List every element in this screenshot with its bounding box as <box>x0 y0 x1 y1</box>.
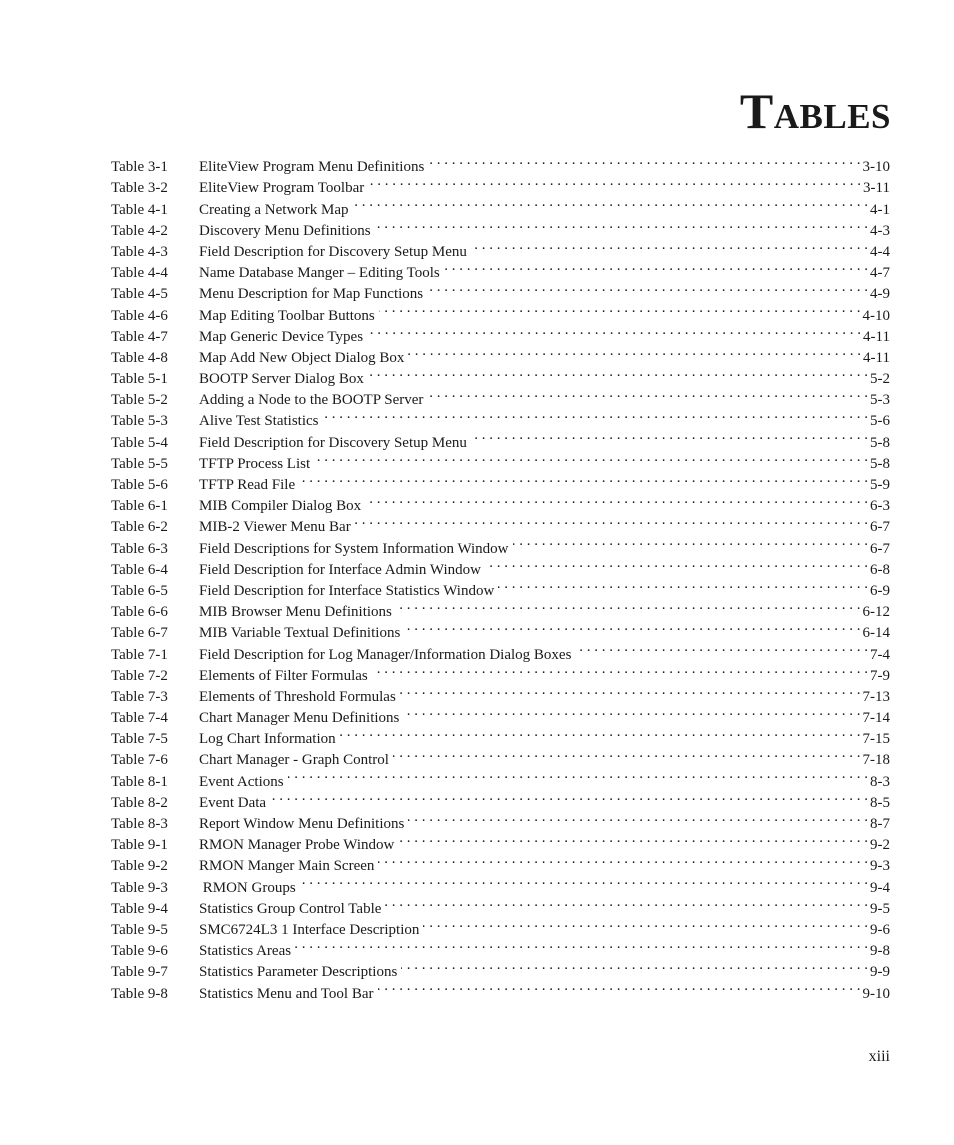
table-entry-page: 9-5 <box>870 900 890 917</box>
table-entry-title: Field Description for Log Manager/Information Dialog Boxes <box>199 646 572 663</box>
table-entry-page: 7-4 <box>870 646 890 663</box>
table-entry-page: 8-3 <box>870 773 890 790</box>
table-entry-number: Table 3-2 <box>111 180 168 197</box>
dot-leader <box>365 489 868 510</box>
table-entry-title: Map Editing Toolbar Buttons <box>199 307 375 324</box>
table-entry-number: Table 4-1 <box>111 201 168 218</box>
table-entry-page: 5-9 <box>870 477 890 493</box>
dot-leader <box>314 447 868 468</box>
table-entry-page: 3-11 <box>863 180 890 197</box>
table-entry-title: Elements of Threshold Formulas <box>199 688 396 705</box>
dot-leader <box>368 171 861 192</box>
table-entry-title: Adding a Node to the BOOTP Server <box>199 392 424 409</box>
dot-leader <box>323 404 868 425</box>
dot-leader <box>353 192 868 213</box>
table-list <box>111 150 890 1002</box>
table-entry-number: Table 6-4 <box>111 561 168 578</box>
table-entry-title: RMON Manager Probe Window <box>199 837 395 854</box>
table-entry-number: Table 4-6 <box>111 307 168 324</box>
table-entry-title: Elements of Filter Formulas <box>199 667 368 684</box>
dot-leader <box>401 955 868 976</box>
table-entry-number: Table 9-5 <box>111 921 168 938</box>
table-entry-page: 9-9 <box>870 964 890 981</box>
table-entry-number: Table 6-2 <box>111 519 168 536</box>
table-entry-number: Table 8-1 <box>111 773 168 790</box>
table-entry-page: 7-18 <box>862 752 890 769</box>
dot-leader <box>379 298 861 319</box>
table-entry-number: Table 5-1 <box>111 371 168 388</box>
table-entry-page: 7-15 <box>862 731 890 748</box>
dot-leader <box>423 913 868 934</box>
dot-leader <box>485 553 868 574</box>
table-entry-title: TFTP Process List <box>199 455 311 472</box>
table-entry-title: Map Generic Device Types <box>199 328 364 345</box>
table-entry-number: Table 4-7 <box>111 328 168 345</box>
dot-leader <box>393 743 861 764</box>
table-entry-number: Table 7-5 <box>111 731 168 748</box>
dot-leader <box>408 807 868 828</box>
table-entry-page: 9-10 <box>862 985 890 1002</box>
table-entry-page: 6-9 <box>870 582 890 599</box>
dot-leader <box>471 235 868 256</box>
table-entry-title: RMON Manger Main Screen <box>199 858 375 875</box>
dot-leader <box>340 722 861 743</box>
dot-leader <box>427 277 868 298</box>
table-entry-title: Statistics Areas <box>199 943 292 960</box>
table-entry-page: 6-8 <box>870 561 890 578</box>
table-entry-page: 9-2 <box>870 837 890 854</box>
table-entry-title: SMC6724L3 1 Interface Description <box>199 921 420 938</box>
table-entry-title: RMON Groups <box>199 879 296 896</box>
table-entry-title: Creating a Network Map <box>199 201 349 218</box>
dot-leader <box>498 574 868 595</box>
table-entry-title: Chart Manager - Graph Control <box>199 752 389 769</box>
table-entry-number: Table 8-2 <box>111 794 168 811</box>
table-entry-title: MIB Browser Menu Definitions <box>199 604 392 621</box>
table-entry-title: Field Description for Interface Statistics Window <box>199 582 495 599</box>
table-entry-number: Table 7-6 <box>111 752 168 769</box>
table-entry-page: 4-9 <box>870 286 890 303</box>
table-entry-title: Statistics Menu and Tool Bar <box>199 985 374 1002</box>
dot-leader <box>372 659 868 680</box>
table-entry-page: 8-5 <box>870 794 890 811</box>
table-entry-page: 3-10 <box>862 159 890 176</box>
table-entry-number: Table 6-5 <box>111 582 168 599</box>
table-entry-number: Table 9-4 <box>111 900 168 917</box>
dot-leader <box>575 637 868 658</box>
table-entry-page: 5-3 <box>870 392 890 409</box>
table-entry-page: 6-7 <box>870 519 890 536</box>
dot-leader <box>378 849 868 870</box>
dot-leader <box>427 383 868 404</box>
dot-leader <box>288 764 868 785</box>
table-entry-page: 4-1 <box>870 201 890 218</box>
table-entry-title: MIB-2 Viewer Menu Bar <box>199 519 351 536</box>
table-entry-title: TFTP Read File <box>199 477 296 493</box>
table-entry-number: Table 4-5 <box>111 286 168 303</box>
table-entry-title: Field Description for Discovery Setup Menu <box>199 243 467 260</box>
dot-leader <box>367 320 861 341</box>
table-entry-title: Field Descriptions for System Information Window <box>199 540 509 557</box>
table-entry-title: Menu Description for Map Functions <box>199 286 424 303</box>
table-entry-number: Table 6-1 <box>111 498 168 515</box>
table-entry-title: Log Chart Information <box>199 731 336 748</box>
table-entry-title: Discovery Menu Definitions <box>199 222 371 239</box>
table-entry-page: 6-14 <box>862 625 890 642</box>
table-entry-page: 8-7 <box>870 816 890 832</box>
table-entry-page: 4-11 <box>863 349 890 366</box>
table-entry-page: 4-3 <box>870 222 890 239</box>
table-entry-title: Name Database Manger – Editing Tools <box>199 265 440 282</box>
table-entry-page: 4-7 <box>870 265 890 282</box>
table-entry-title: Map Add New Object Dialog Box <box>199 349 405 366</box>
dot-leader <box>513 531 869 552</box>
table-entry-page: 9-3 <box>870 858 890 875</box>
table-entry-number: Table 6-6 <box>111 604 168 621</box>
table-entry-number: Table 5-6 <box>111 477 168 493</box>
table-entry-page: 6-12 <box>862 604 890 621</box>
table-entry-number: Table 8-3 <box>111 816 168 832</box>
dot-leader <box>471 425 868 446</box>
dot-leader <box>408 341 861 362</box>
dot-leader <box>385 892 868 913</box>
page-number: xiii <box>868 1048 890 1065</box>
dot-leader <box>398 828 868 849</box>
table-entry-page: 5-2 <box>870 371 890 388</box>
table-entry-title: Statistics Parameter Descriptions <box>199 964 398 981</box>
table-entry-title: Field Description for Discovery Setup Menu <box>199 434 467 451</box>
table-entry-title: Field Description for Interface Admin Window <box>199 561 481 578</box>
table-entry-title: Event Actions <box>199 773 284 790</box>
dot-leader <box>295 934 868 955</box>
table-entry-title: MIB Variable Textual Definitions <box>199 625 401 642</box>
table-entry-title: EliteView Program Menu Definitions <box>199 159 425 176</box>
table-entry-number: Table 9-1 <box>111 837 168 854</box>
table-entry-page: 9-6 <box>870 921 890 938</box>
dot-leader <box>378 976 861 997</box>
table-entry-page: 7-9 <box>870 667 890 684</box>
table-entry-number: Table 6-7 <box>111 625 168 642</box>
table-entry-number: Table 5-4 <box>111 434 168 451</box>
table-entry-number: Table 4-4 <box>111 265 168 282</box>
table-entry-page: 9-8 <box>870 943 890 960</box>
table-entry-number: Table 9-8 <box>111 985 168 1002</box>
table-entry-number: Table 9-6 <box>111 943 168 960</box>
table-entry-page: 7-13 <box>862 688 890 705</box>
table-entry-page: 4-4 <box>870 243 890 260</box>
dot-leader <box>270 786 868 807</box>
table-entry-page: 4-10 <box>862 307 890 324</box>
table-entry-page: 4-11 <box>863 328 890 345</box>
table-entry-number: Table 4-3 <box>111 243 168 260</box>
table-entry-title: EliteView Program Toolbar <box>199 180 365 197</box>
dot-leader <box>444 256 868 277</box>
table-entry-number: Table 3-1 <box>111 159 168 176</box>
table-entry-page: 5-8 <box>870 455 890 472</box>
table-entry-number: Table 9-7 <box>111 964 168 981</box>
table-entry-number: Table 6-3 <box>111 540 168 557</box>
table-entry-number: Table 7-1 <box>111 646 168 663</box>
table-entry-page: 6-3 <box>870 498 890 515</box>
dot-leader <box>355 510 868 531</box>
dot-leader <box>299 468 868 489</box>
table-entry-number: Table 7-3 <box>111 688 168 705</box>
dot-leader <box>400 680 861 701</box>
table-entry-page: 5-6 <box>870 413 890 430</box>
dot-leader <box>375 214 868 235</box>
table-entry-title: Alive Test Statistics <box>199 413 319 430</box>
table-entry-number: Table 9-3 <box>111 879 168 896</box>
table-entry-title: Report Window Menu Definitions <box>199 816 405 832</box>
table-entry-page: 7-14 <box>862 710 890 727</box>
table-entry-number: Table 4-2 <box>111 222 168 239</box>
table-entry[interactable] <box>111 150 890 176</box>
dot-leader <box>300 870 868 891</box>
dot-leader <box>428 150 860 171</box>
page-title: Tables <box>739 82 891 139</box>
table-entry-title: MIB Compiler Dialog Box <box>199 498 362 515</box>
dot-leader <box>403 701 860 722</box>
dot-leader <box>404 616 860 637</box>
table-entry-number: Table 9-2 <box>111 858 168 875</box>
table-entry-title: Event Data <box>199 794 267 811</box>
table-entry-page: 9-4 <box>870 879 890 896</box>
table-entry-number: Table 5-5 <box>111 455 168 472</box>
table-entry-title: BOOTP Server Dialog Box <box>199 371 364 388</box>
table-entry-number: Table 7-4 <box>111 710 168 727</box>
dot-leader <box>368 362 868 383</box>
table-entry-page: 6-7 <box>870 540 890 557</box>
table-entry-title: Chart Manager Menu Definitions <box>199 710 400 727</box>
table-entry-page: 5-8 <box>870 434 890 451</box>
table-entry-number: Table 7-2 <box>111 667 168 684</box>
table-entry-title: Statistics Group Control Table <box>199 900 382 917</box>
table-entry-number: Table 5-2 <box>111 392 168 409</box>
dot-leader <box>396 595 861 616</box>
table-entry-number: Table 5-3 <box>111 413 168 430</box>
table-entry-number: Table 4-8 <box>111 349 168 366</box>
